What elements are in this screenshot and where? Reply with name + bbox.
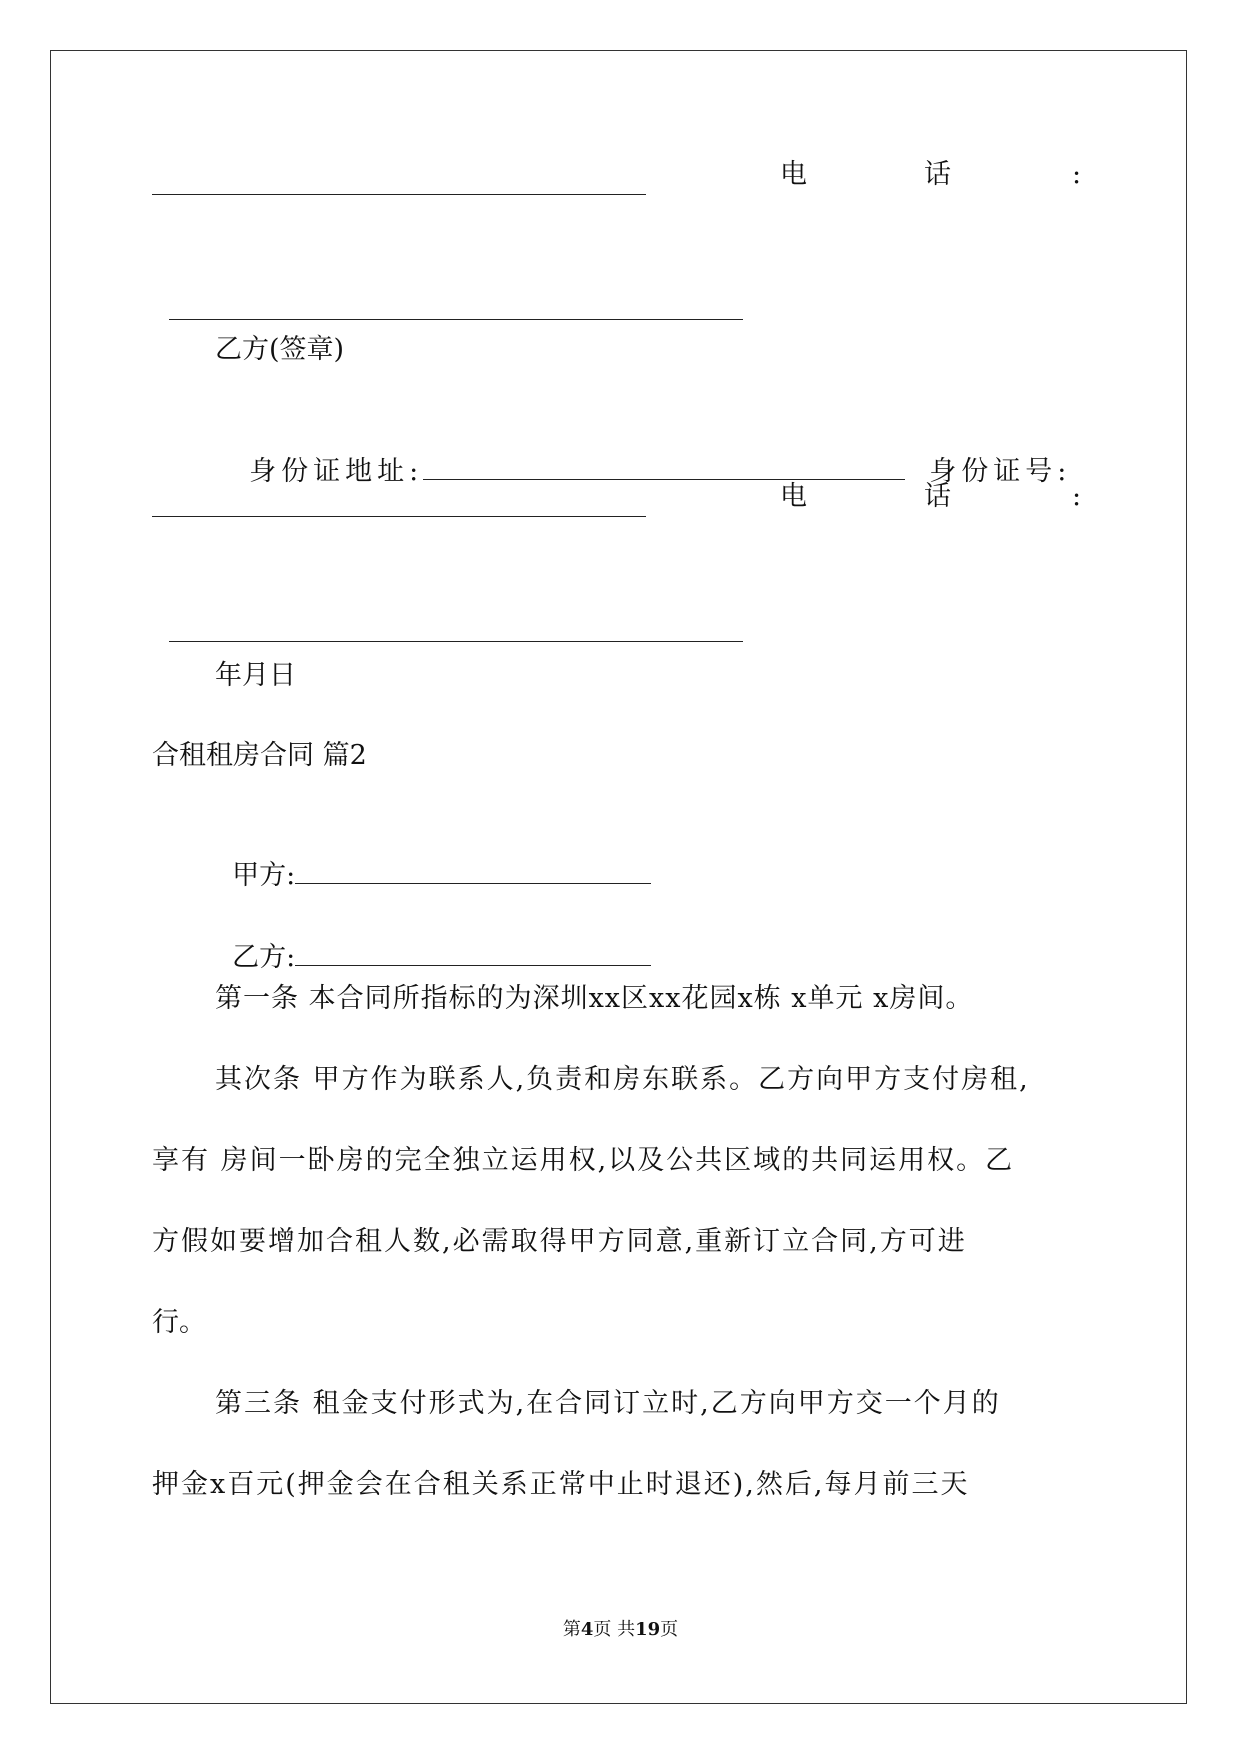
footer-page-mid: 页 共 [593,1619,636,1640]
phone-label-char: 电 [780,481,807,512]
article-2-line-1: 其次条 甲方作为联系人,负责和房东联系。乙方向甲方支付房租, [215,1064,1030,1095]
blank-line [423,455,905,480]
page-footer [0,1618,1241,1642]
phone-label-char: 电 [780,159,807,190]
article-2-line-4: 行。 [152,1307,206,1338]
article-2-line-3: 方假如要增加合租人数,必需取得甲方同意,重新订立合同,方可进 [152,1226,967,1257]
party-b-row [215,898,651,978]
article-2-line-2: 享有 房间一卧房的完全独立运用权,以及公共区域的共同运用权。乙 [152,1145,1015,1176]
party-b-signature: 乙方(签章) [215,334,345,365]
id-address-label: 身份证地址: [249,456,424,487]
phone-colon: : [1072,159,1082,190]
blank-line [295,941,651,966]
phone-row-1 [152,159,1090,195]
blank-line [152,492,646,517]
footer-page-prefix: 第 [562,1619,581,1640]
party-a-label: 甲方: [232,860,296,891]
phone-row-2 [152,481,1090,517]
blank-line-row [152,252,743,332]
blank-line [169,295,743,320]
article-1: 第一条 本合同所指标的为深圳xx区xx花园x栋 x单元 x房间。 [215,983,974,1014]
blank-line [295,859,651,884]
phone-label-char: 话 [924,481,951,512]
blank-line-row [152,574,743,654]
contract-title: 合租租房合同 篇2 [152,740,367,771]
blank-line [169,617,743,642]
footer-page-suffix: 页 [660,1619,679,1640]
blank-line [152,170,646,195]
footer-page-total: 19 [635,1619,661,1640]
party-b-label: 乙方: [232,942,296,973]
footer-page-number: 4 [580,1619,594,1640]
article-3-line-1: 第三条 租金支付形式为,在合同订立时,乙方向甲方交一个月的 [215,1388,1001,1419]
id-number-label: 身份证号: [929,456,1072,487]
phone-colon: : [1072,481,1082,512]
date-line: 年月日 [215,660,296,691]
article-3-line-2: 押金x百元(押金会在合租关系正常中止时退还),然后,每月前三天 [152,1469,970,1500]
phone-label-char: 话 [924,159,951,190]
party-a-row [215,816,651,896]
